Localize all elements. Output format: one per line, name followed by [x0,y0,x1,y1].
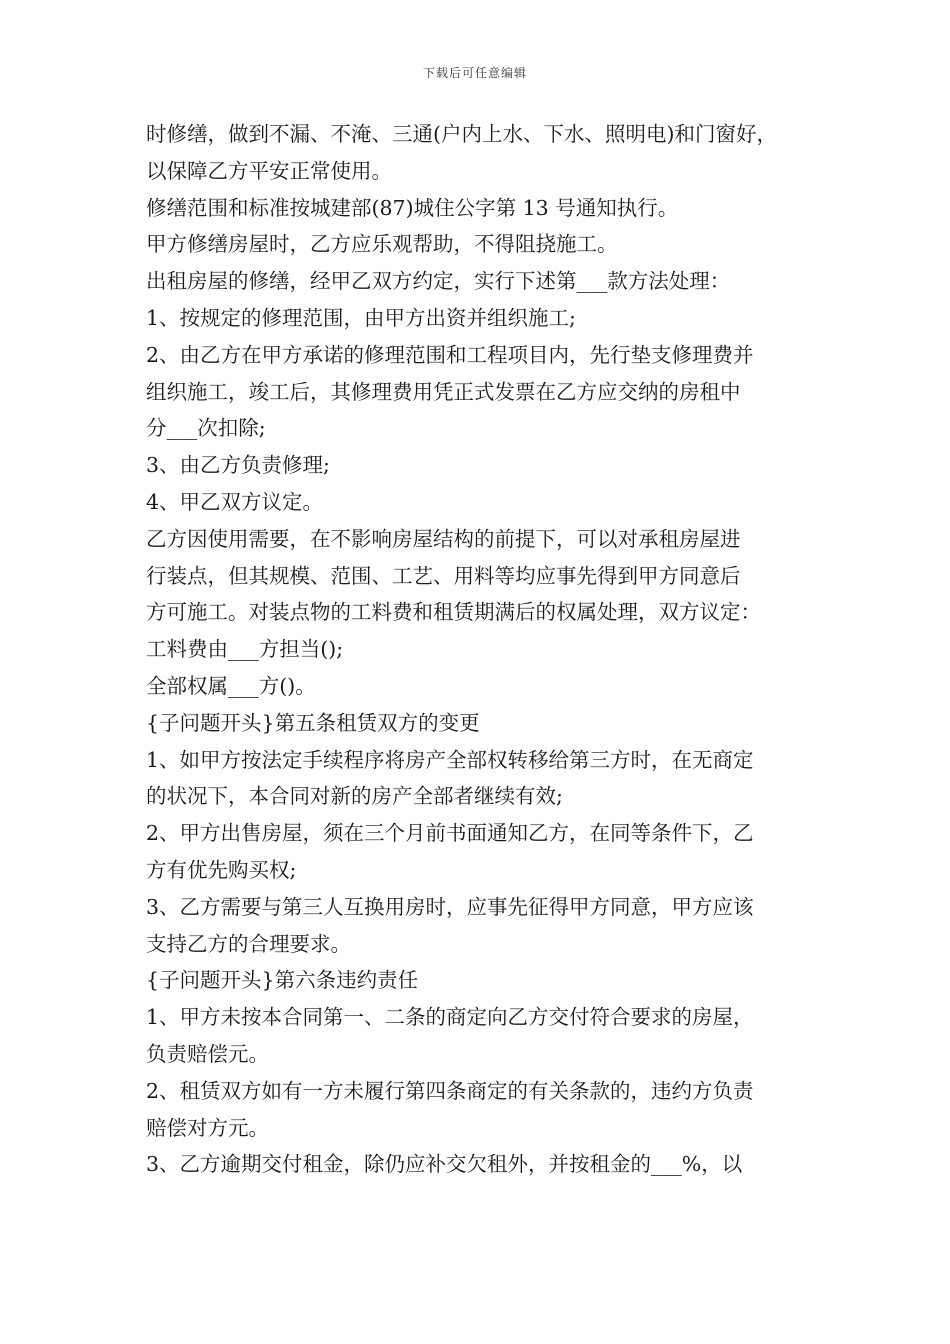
text-line: 2、甲方出售房屋，须在三个月前书面通知乙方，在同等条件下，乙 [146,821,754,846]
text-line: 3、乙方逾期交付租金，除仍应补交欠租外，并按租金的___%，以 [146,1152,743,1177]
text-line: 全部权属___方()。 [146,673,316,698]
text-line: 的状况下，本合同对新的房产全部者继续有效; [146,784,563,809]
text-line: 以保障乙方平安正常使用。 [146,158,392,183]
text-line: 3、乙方需要与第三人互换用房时，应事先征得甲方同意，甲方应该 [146,894,754,919]
text-line: 1、按规定的修理范围，由甲方出资并组织施工; [146,305,576,330]
section-heading: {子问题开头}第六条违约责任 [146,968,419,993]
text-line: 2、租赁双方如有一方未履行第四条商定的有关条款的，违约方负责 [146,1078,754,1103]
text-line: 赔偿对方元。 [146,1115,269,1140]
text-line: 甲方修缮房屋时，乙方应乐观帮助，不得阻挠施工。 [146,232,618,257]
text-line: 时修缮，做到不漏、不淹、三通(户内上水、下水、照明电)和门窗好， [146,122,777,146]
text-line: 1、甲方未按本合同第一、二条的商定向乙方交付符合要求的房屋， [146,1005,754,1030]
text-line: 出租房屋的修缮，经甲乙双方约定，实行下述第___款方法处理： [146,269,731,294]
text-line: 乙方因使用需要，在不影响房屋结构的前提下，可以对承租房屋进 [146,526,741,551]
document-body [146,116,818,1183]
text-line: 分___次扣除; [146,416,266,441]
text-line: 3、由乙方负责修理; [146,453,330,478]
text-line: 修缮范围和标准按城建部(87)城住公字第 13 号通知执行。 [146,195,679,220]
text-line: 行装点，但其规模、范围、工艺、用料等均应事先得到甲方同意后 [146,563,741,588]
page-header-note: 下载后可任意编辑 [422,66,527,80]
text-line: 组织施工，竣工后，其修理费用凭正式发票在乙方应交纳的房租中 [146,379,741,404]
text-line: 支持乙方的合理要求。 [146,931,351,956]
text-line: 方可施工。对装点物的工料费和租赁期满后的权属处理，双方议定： [146,600,761,625]
text-line: 负责赔偿元。 [146,1041,269,1066]
text-line: 方有优先购买权; [146,857,297,882]
section-heading: {子问题开头}第五条租赁双方的变更 [146,710,480,735]
text-line: 工料费由___方担当(); [146,637,344,662]
text-line: 1、如甲方按法定手续程序将房产全部权转移给第三方时，在无商定 [146,747,754,772]
text-line: 2、由乙方在甲方承诺的修理范围和工程项目内，先行垫支修理费并 [146,342,754,367]
text-line: 4、甲乙双方议定。 [146,489,324,514]
